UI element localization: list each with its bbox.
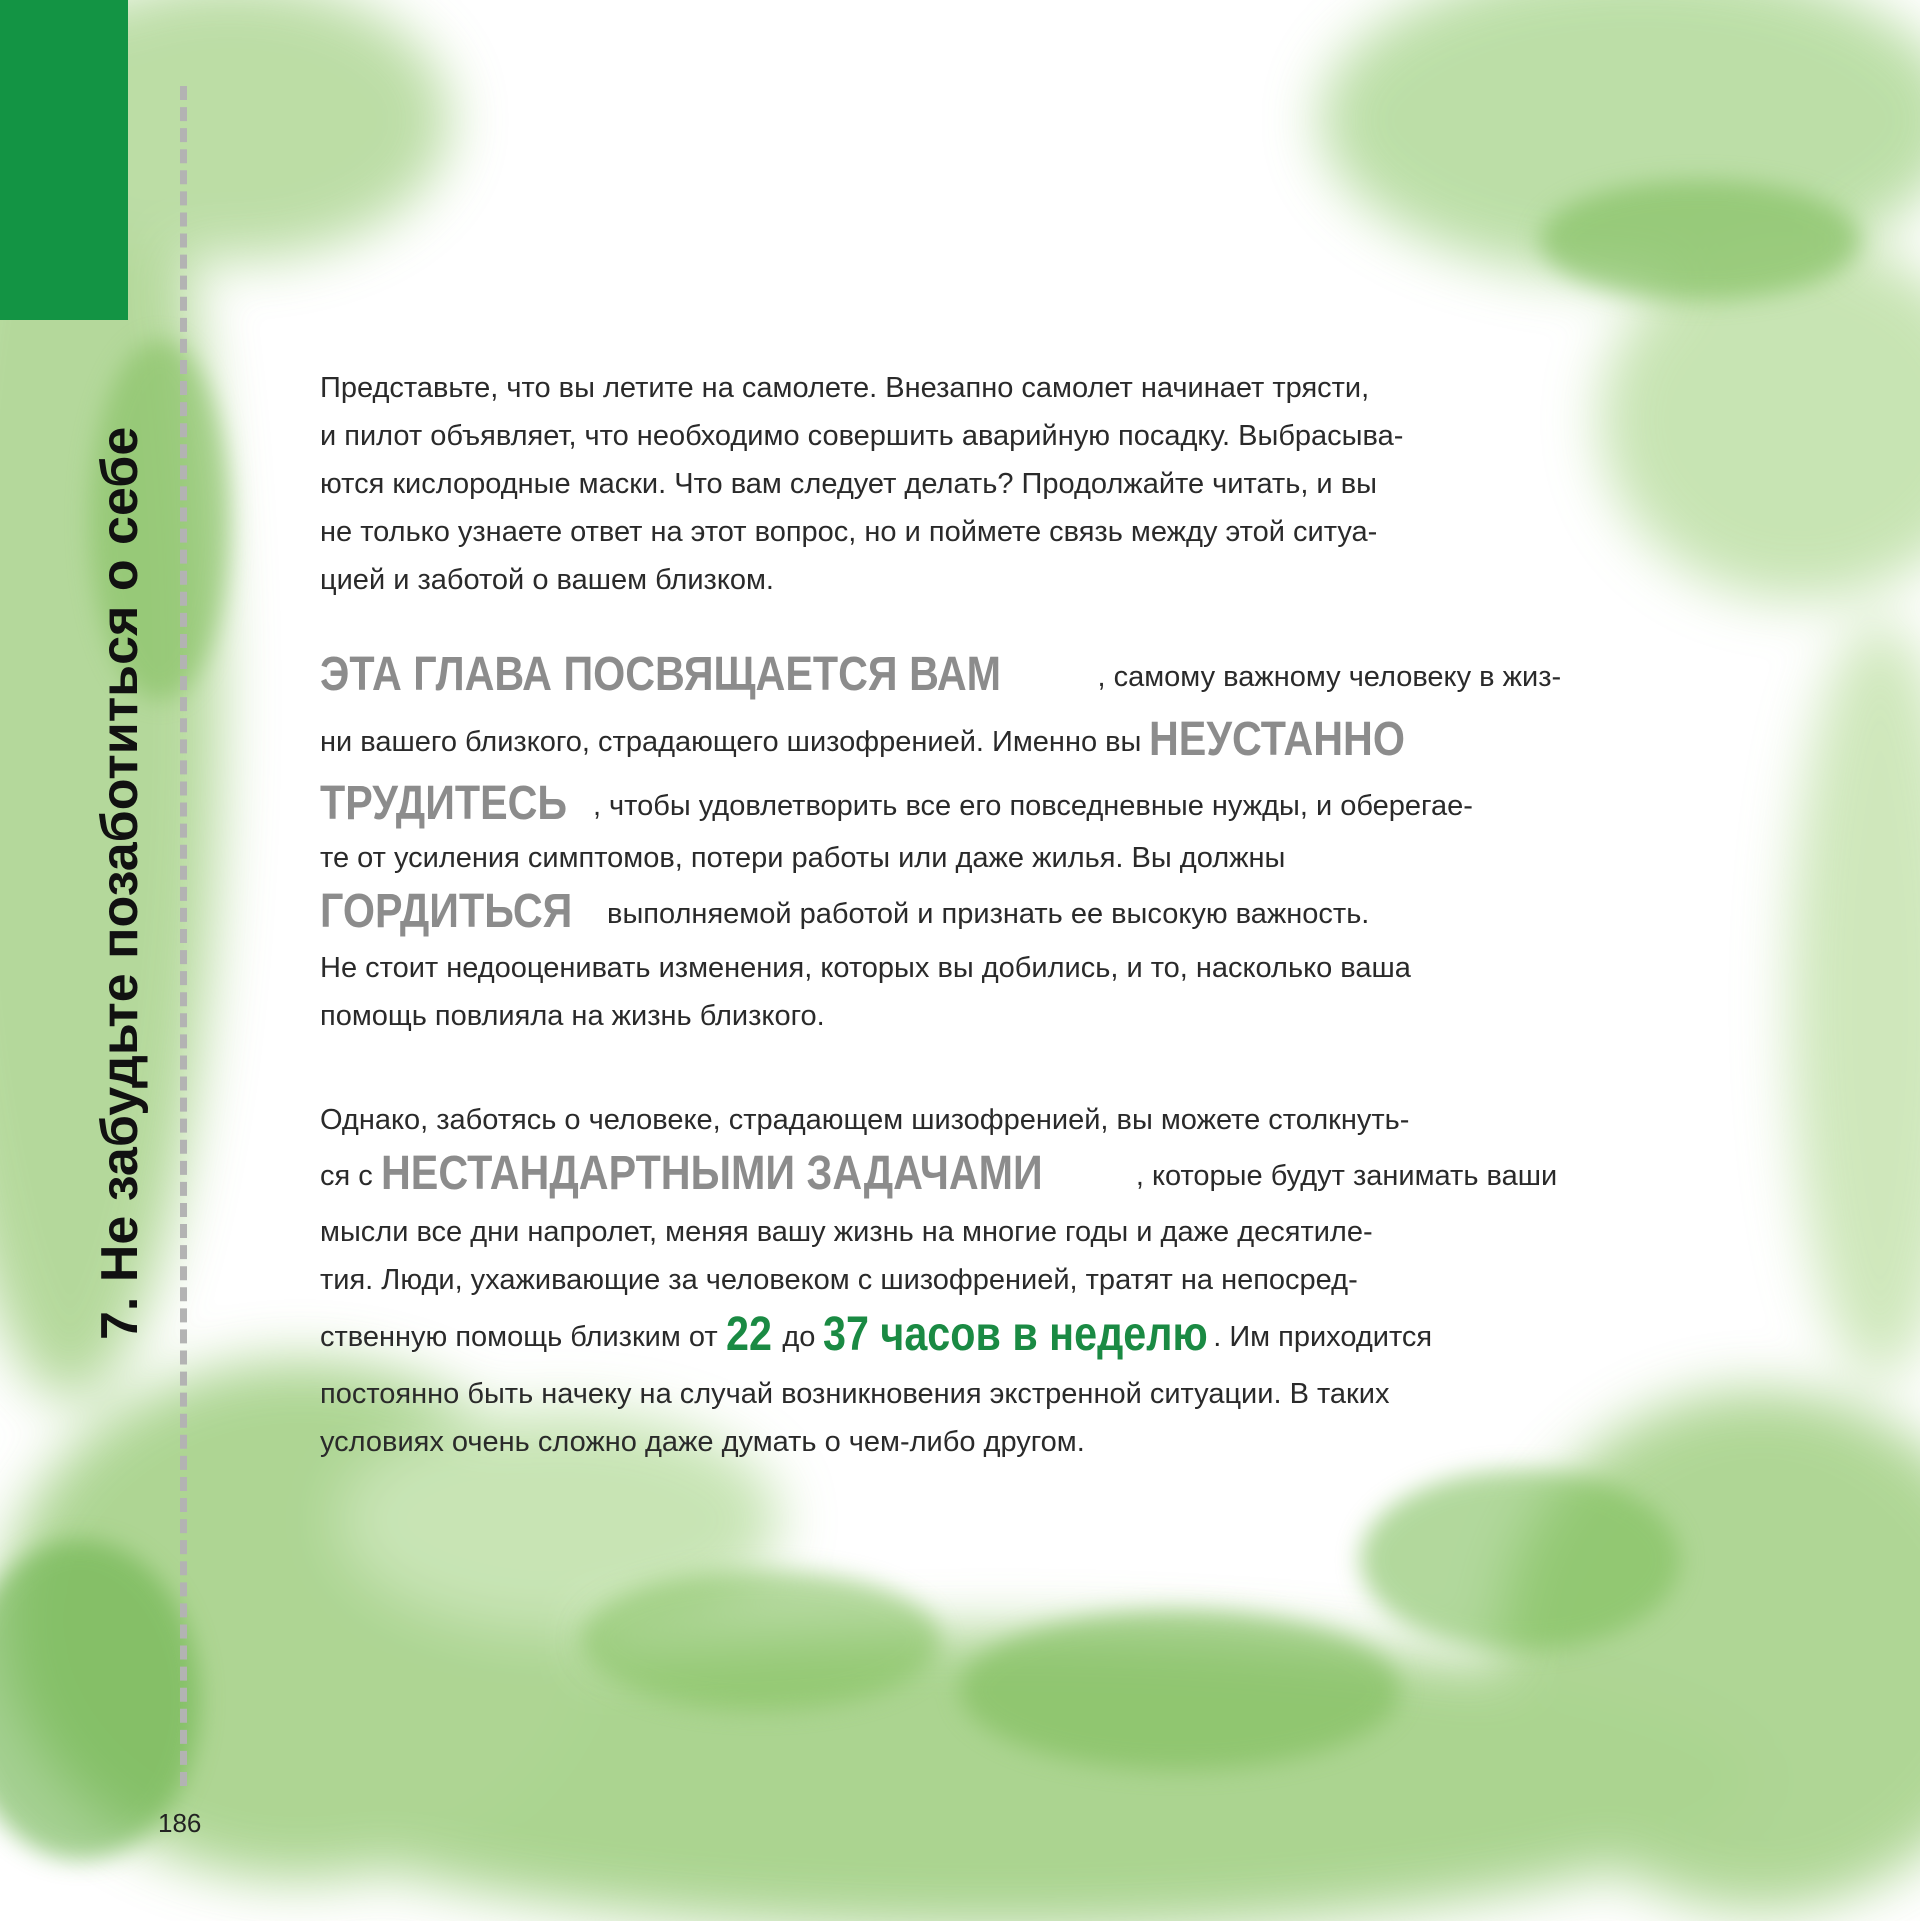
highlight-phrase: ТРУДИТЕСЬ (320, 777, 568, 830)
chapter-color-tab (0, 0, 128, 320)
text-line: тия. Люди, ухаживающие за человеком с шизофренией, тратят на непосред- (320, 1264, 1358, 1296)
text-fragment: , чтобы удовлетворить все его повседневные нужды, и оберегае- (592, 790, 1473, 822)
text-fragment: , которые будут занимать ваши (1135, 1160, 1558, 1192)
text-fragment: ни вашего близкого, страдающего шизофренией. Именно вы (320, 726, 1150, 758)
text-line: условиях очень сложно даже думать о чем-либо другом. (320, 1426, 1085, 1458)
highlight-phrase: НЕУСТАННО (1149, 713, 1406, 766)
hours-max-number: 37 часов в неделю (823, 1308, 1209, 1361)
text-fragment: выполняемой работой и признать ее высокую важность. (599, 898, 1370, 930)
main-text (320, 364, 1660, 1466)
text-fragment: ся с (320, 1160, 381, 1192)
highlight-phrase: ГОРДИТЬСЯ (320, 885, 573, 938)
text-line: цией и заботой о вашем близком. (320, 564, 774, 596)
paragraph-dedication (320, 644, 1660, 1040)
text-line: мысли все дни напролет, меняя вашу жизнь на многие годы и даже десятиле- (320, 1216, 1373, 1248)
text-line: Представьте, что вы летите на самолете. Внезапно самолет начинает трясти, (320, 372, 1370, 404)
text-line: помощь повлияла на жизнь близкого. (320, 1000, 825, 1032)
paragraph-challenges (320, 1096, 1660, 1466)
highlight-phrase: НЕСТАНДАРТНЫМИ ЗАДАЧАМИ (380, 1147, 1043, 1200)
paragraph-intro (320, 364, 1660, 604)
text-line: Не стоит недооценивать изменения, которых вы добились, и то, насколько ваша (320, 952, 1411, 984)
dashed-margin-line (180, 86, 187, 1786)
hours-min-number: 22 (725, 1308, 772, 1361)
text-line: и пилот объявляет, что необходимо совершить аварийную посадку. Выбрасыва- (320, 420, 1404, 452)
text-line: постоянно быть начеку на случай возникновения экстренной ситуации. В таких (320, 1378, 1390, 1410)
text-line: те от усиления симптомов, потери работы или даже жилья. Вы должны (320, 842, 1286, 874)
page-number: 186 (158, 1808, 202, 1838)
text-line: не только узнаете ответ на этот вопрос, но и поймете связь между этой ситуа- (320, 516, 1378, 548)
text-fragment: , самому важному человеку в жиз- (1097, 661, 1562, 693)
text-fragment: до (774, 1321, 824, 1353)
highlight-phrase: ЭТА ГЛАВА ПОСВЯЩАЕТСЯ ВАМ (320, 648, 1002, 701)
text-fragment: ственную помощь близким от (320, 1321, 726, 1353)
text-line: Однако, заботясь о человеке, страдающем шизофренией, вы можете столкнуть- (320, 1104, 1410, 1136)
text-line: ются кислородные маски. Что вам следует делать? Продолжайте читать, и вы (320, 468, 1377, 500)
chapter-title: 7. Не забудьте позаботиться о себе (91, 426, 149, 1340)
text-fragment: . Им приходится (1213, 1321, 1433, 1353)
